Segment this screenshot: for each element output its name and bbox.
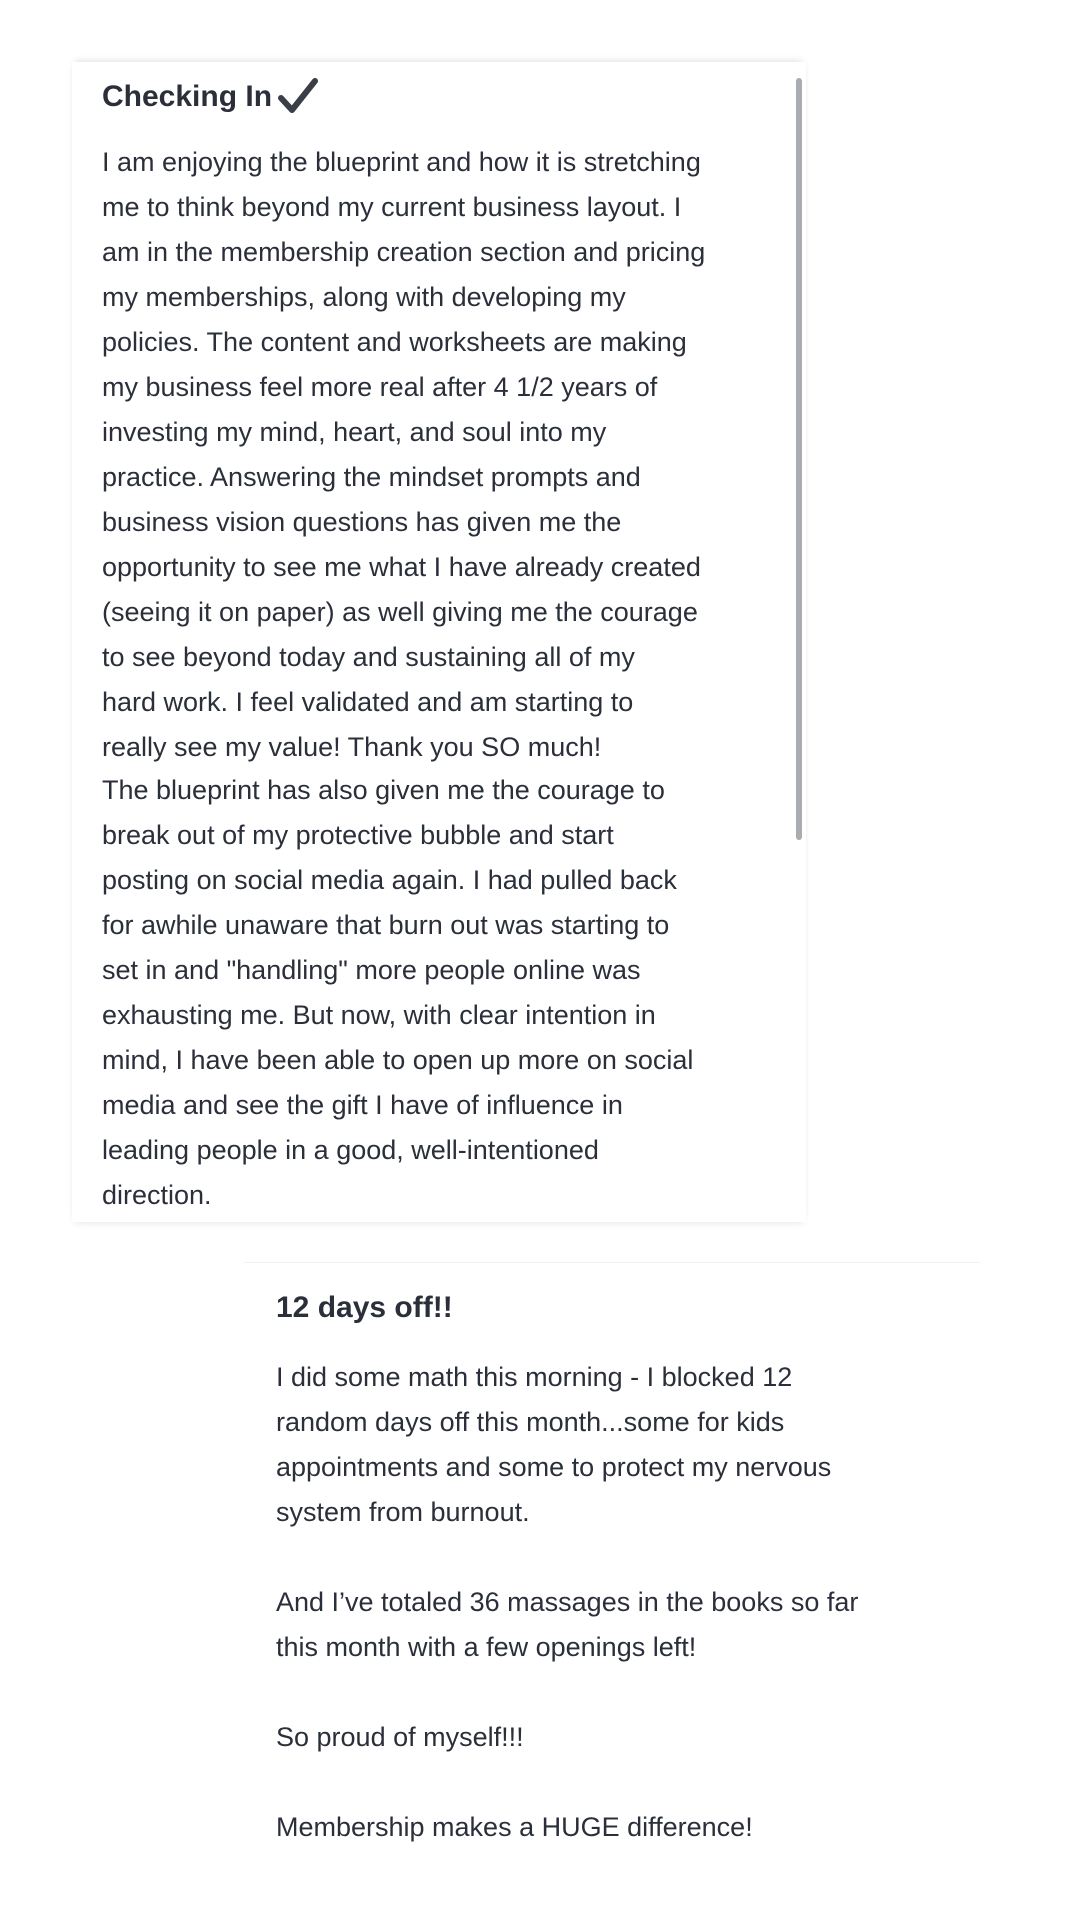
post-body-paragraph: I am enjoying the blueprint and how it is stretching me to think beyond my current business layout. I am in the membership creation section and pricing my memberships, along with developing my policies. The content and worksheets are making my business feel more real after 4 1/2 years of investing my mind, heart, and soul into my practice. Answering the mindset prompts and business vision questions has given me the opportunity to see me what I have already created (seeing it on paper) as well giving me the courage to see beyond today and sustaining all of my hard work. I feel validated and am starting to really see my value! Thank you SO much!	[102, 147, 706, 762]
scrollbar[interactable]	[796, 78, 804, 840]
post-body: I did some math this morning - I blocked 12 random days off this month...some for kids appointments and some to protect my nervous system from burnout. And I’ve totaled 36 massages in the books so far this month with a few openings left! So proud of myself!!! Membership makes a HUGE difference!	[276, 1362, 859, 1842]
check-mark-icon	[278, 78, 318, 114]
post-title: 12 days off!!	[276, 1291, 453, 1324]
post-card-12-days-off	[244, 1262, 980, 1862]
post-card-checking-in	[72, 62, 806, 1222]
post-title	[102, 78, 318, 114]
post-body-paragraph: The blueprint has also given me the courage to break out of my protective bubble and start posting on social media again. I had pulled back for awhile unaware that burn out was starting to set in and "handling" more people online was exhausting me. But now, with clear intention in mind, I have been able to open up more on social media and see the gift I have of influence in leading people in a good, well-intentioned direction.	[102, 775, 694, 1210]
scrollbar-thumb[interactable]	[796, 78, 802, 840]
post-title-text: Checking In	[102, 80, 273, 113]
